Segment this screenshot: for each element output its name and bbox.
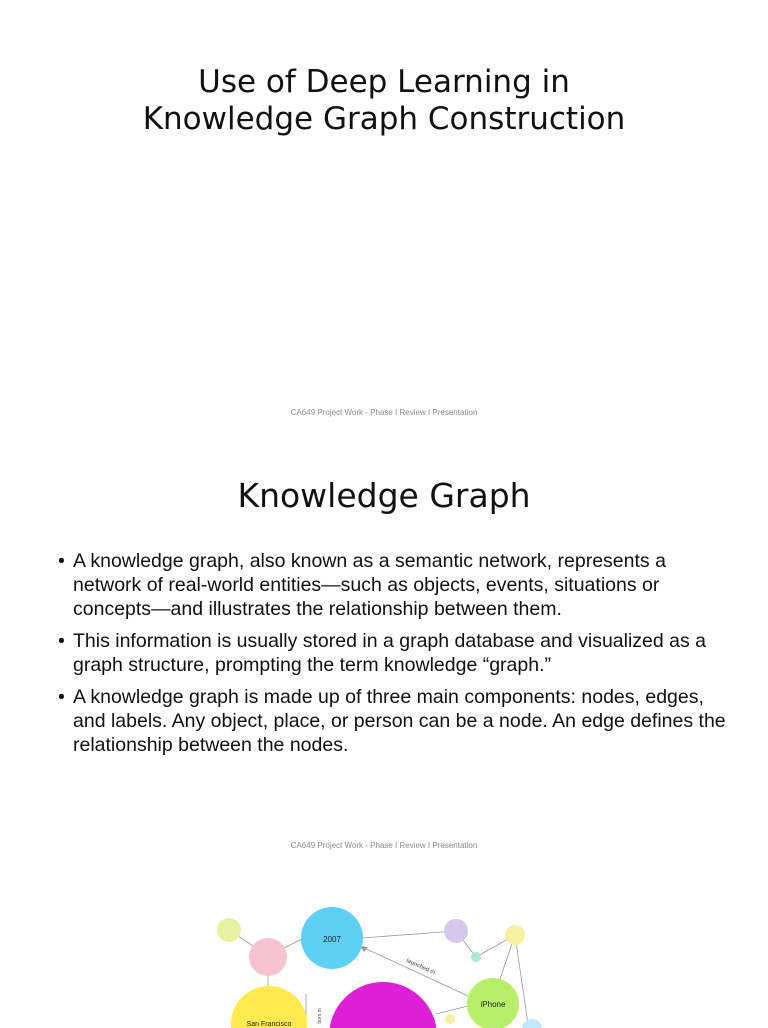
slide-footer: CA649 Project Work - Phase I Review I Presentation (290, 841, 478, 850)
node-label-2007: 2007 (323, 935, 341, 944)
title-line-2: Knowledge Graph Construction (142, 101, 626, 137)
graph-node (471, 952, 481, 962)
graph-edge (436, 1006, 468, 1014)
slide-title: Knowledge Graph (237, 476, 531, 515)
graph-edge (362, 931, 456, 938)
edge-label-vertical: born in (317, 1008, 323, 1024)
graph-node (217, 918, 241, 942)
title-line-1: Use of Deep Learning in (198, 64, 570, 100)
node-label-iphone: iPhone (480, 1000, 506, 1009)
graph-node (249, 938, 287, 976)
edge-label-launched-in: launched in (405, 958, 436, 977)
knowledge-graph-diagram (0, 864, 768, 1028)
bullet-item: • A knowledge graph, also known as a semantic network, represents a network of real-world entities—such as objects, events, situations or concepts—and illustrates the relationship between them. (58, 549, 728, 621)
slide-footer: CA649 Project Work - Phase I Review I Presentation (290, 408, 478, 417)
knowledge-graph-slide (0, 432, 768, 864)
graph-node (329, 982, 437, 1028)
graph-node (445, 1014, 455, 1024)
bullet-list (58, 549, 728, 765)
graph-illustration-slide (0, 864, 768, 1028)
title-slide (0, 0, 768, 432)
node-label-san-francisco: San Francisco (246, 1021, 292, 1028)
bullet-item: • A knowledge graph is made up of three main components: nodes, edges, and labels. Any object, place, or person can be a node. An edge defines the relationship between the nodes. (58, 685, 728, 757)
bullet-item: • This information is usually stored in a graph database and visualized as a graph structure, prompting the term knowledge “graph.” (58, 629, 728, 677)
graph-node (505, 925, 525, 945)
graph-node (444, 919, 468, 943)
slide-title (0, 64, 768, 138)
graph-node (522, 1019, 542, 1028)
